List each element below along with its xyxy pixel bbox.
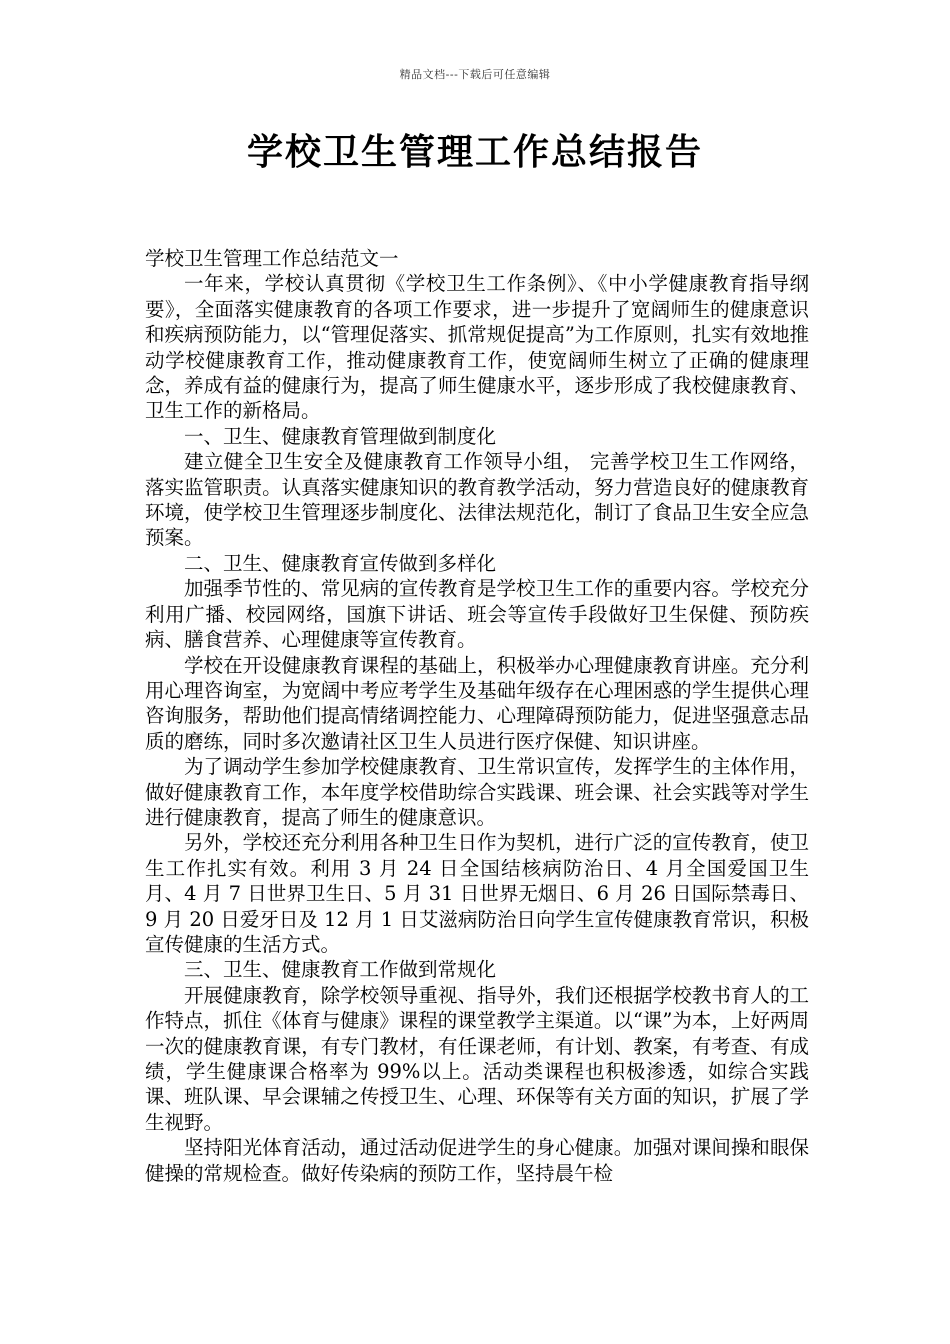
- paragraph-section-2d: 另外，学校还充分利用各种卫生日作为契机，进行广泛的宣传教育，使卫生工作扎实有效。利用 3 月 24 日全国结核病防治日、4 月全国爱国卫生月、4 月 7 日世界卫生日、5 月 31 日世界无烟日、6 月 26 日国际禁毒日、9 月 20 日爱牙日及 12 月 1 日艾滋病防治日向学生宣传健康教育常识，积极宣传健康的生活方式。: [145, 831, 809, 956]
- paragraph-section-2c: 为了调动学生参加学校健康教育、卫生常识宣传，发挥学生的主体作用，做好健康教育工作，本年度学校借助综合实践课、班会课、社会实践等对学生进行健康教育，提高了师生的健康意识。: [145, 755, 809, 829]
- document-title: 学校卫生管理工作总结报告: [246, 131, 703, 173]
- paragraph-section-3b: 坚持阳光体育活动，通过活动促进学生的身心健康。加强对课间操和眼保健操的常规检查。做好传染病的预防工作，坚持晨午检: [145, 1136, 809, 1185]
- paragraph-intro: 一年来，学校认真贯彻《学校卫生工作条例》、《中小学健康教育指导纲要》，全面落实健康教育的各项工作要求，进一步提升了宽阔师生的健康意识和疾病预防能力，以“管理促落实、抓常规促提高”为工作原则，扎实有效地推动学校健康教育工作，推动健康教育工作，使宽阔师生树立了正确的健康理念，养成有益的健康行为，提高了师生健康水平，逐步形成了我校健康教育、卫生工作的新格局。: [145, 272, 809, 423]
- paragraph-section-2a: 加强季节性的、常见病的宣传教育是学校卫生工作的重要内容。学校充分利用广播、校园网络，国旗下讲话、班会等宣传手段做好卫生保健、预防疾病、膳食营养、心理健康等宣传教育。: [145, 577, 809, 652]
- section-heading-2: 二、卫生、健康教育宣传做到多样化: [184, 551, 497, 575]
- document-body: [145, 246, 809, 1186]
- section-heading-3: 三、卫生、健康教育工作做到常规化: [184, 958, 497, 982]
- paragraph-section-1: 建立健全卫生安全及健康教育工作领导小组， 完善学校卫生工作网络，落实监管职责。认真落实健康知识的教育教学活动，努力营造良好的健康教育环境，使学校卫生管理逐步制度化、法律法规范化，制订了食品卫生安全应急预案。: [145, 450, 809, 550]
- page-header-note: 精品文档---下载后可任意编辑: [399, 68, 551, 81]
- section-heading-1: 一、卫生、健康教育管理做到制度化: [184, 424, 497, 448]
- paragraph-section-3a: 开展健康教育，除学校领导重视、指导外，我们还根据学校教书育人的工作特点，抓住《体育与健康》课程的课堂教学主渠道。以“课”为本，上好两周一次的健康教育课，有专门教材，有任课老师，有计划、教案，有考查、有成绩，学生健康课合格率为 99%以上。活动类课程也积极渗透，如综合实践课、班队课、早会课辅之传授卫生、心理、环保等有关方面的知识，扩展了学生视野。: [145, 983, 809, 1134]
- paragraph-section-2b: 学校在开设健康教育课程的基础上，积极举办心理健康教育讲座。充分利用心理咨询室，为宽阔中考应考学生及基础年级存在心理困惑的学生提供心理咨询服务，帮助他们提高情绪调控能力、心理障碍预防能力，促进坚强意志品质的磨练，同时多次邀请社区卫生人员进行医疗保健、知识讲座。: [145, 653, 809, 753]
- document-subtitle: 学校卫生管理工作总结范文一: [145, 247, 399, 270]
